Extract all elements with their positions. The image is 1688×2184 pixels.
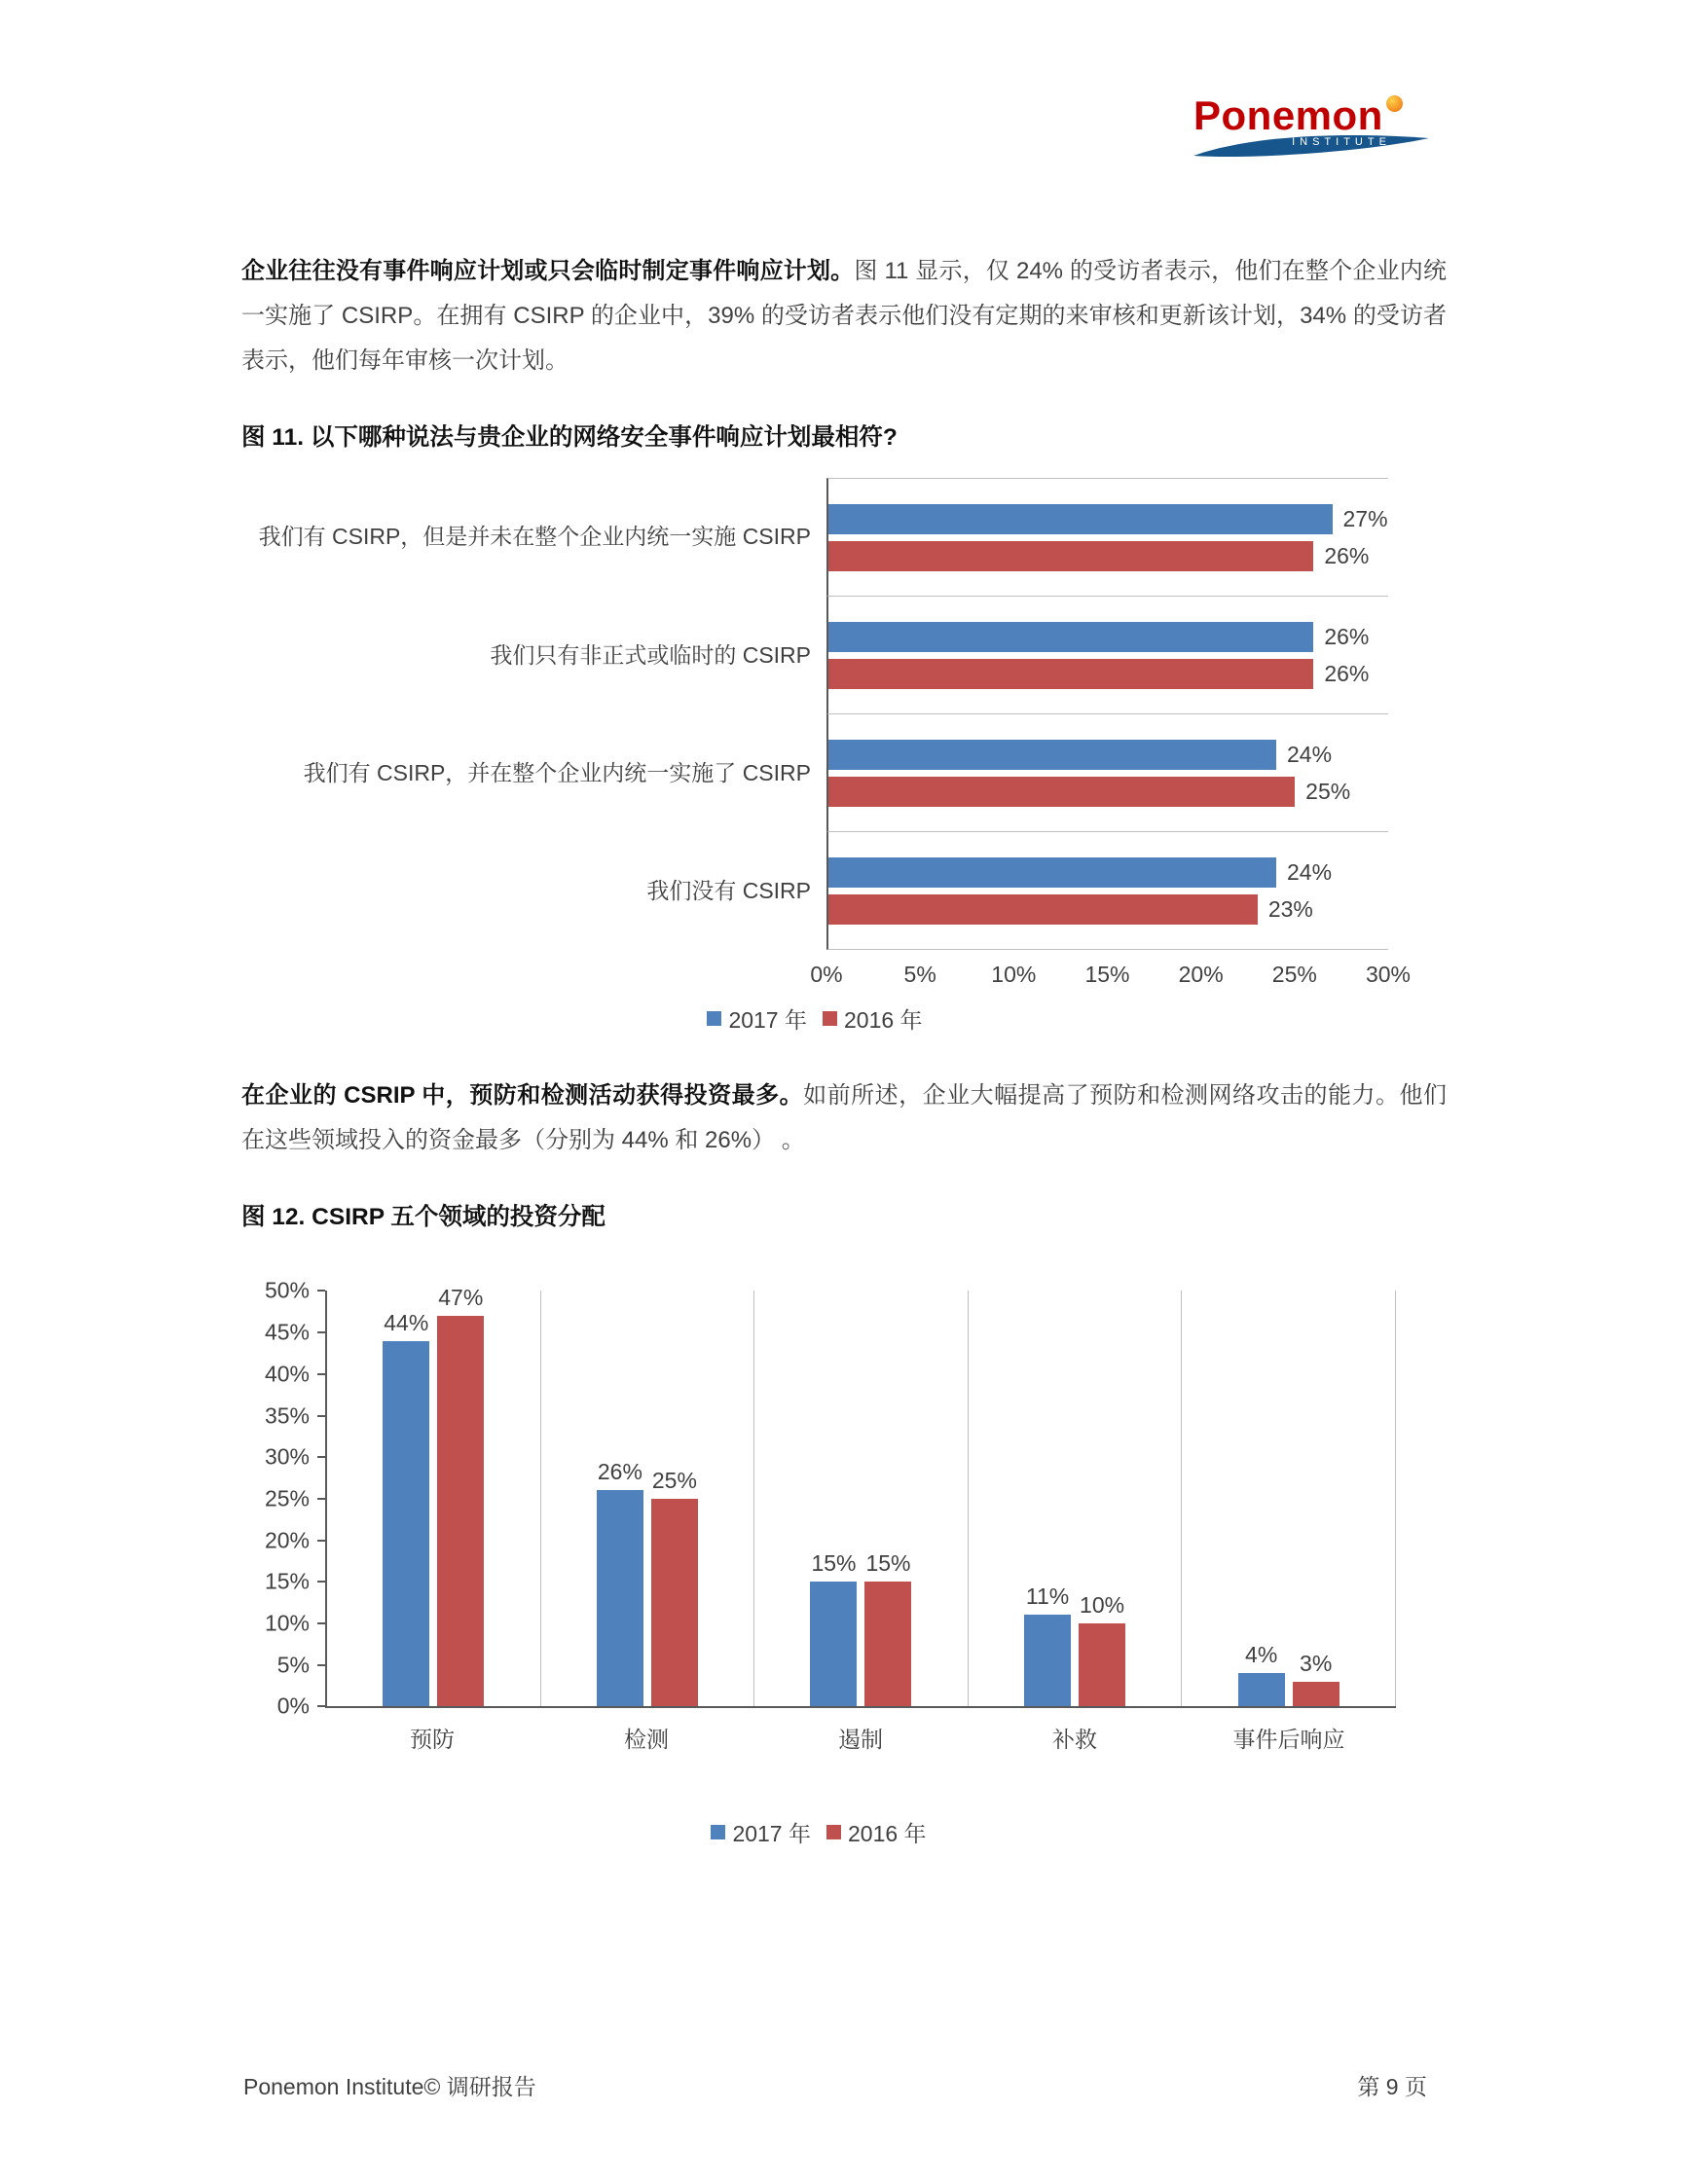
bar-column [810,1291,857,1706]
bar-value-label: 3% [1300,1650,1333,1676]
bar-2016 [437,1316,484,1706]
legend-swatch-icon [707,1011,721,1026]
bar-line [828,740,1388,770]
bar-2017 [828,504,1333,534]
category-label: 补救 [1052,1727,1097,1753]
y-axis-tick-label: 30% [264,1443,310,1470]
paragraph-2-lead: 在企业的 CSRIP 中，预防和检测活动获得投资最多。 [241,1082,804,1110]
bar-value-label: 24% [1287,741,1333,767]
y-axis-tick-mark [317,1498,325,1500]
category-group [327,1285,541,1706]
bar-line [828,777,1388,807]
figure-11-chart [241,478,1412,1035]
x-axis-tick-label: 25% [1271,962,1317,988]
page-footer [243,2069,1427,2101]
figure-11-x-axis [810,950,1412,997]
logo-subtitle: INSTITUTE [1292,136,1391,148]
paragraph-1 [241,249,1447,383]
legend-item [707,1002,807,1035]
bar-column [651,1291,698,1706]
category-label: 我们没有 CSIRP [646,877,811,903]
paragraph-2-body: 如前所述，企业大幅提高了预防和检测网络攻击的能力。他们在这些领域投入的资金最多（分别为 44% 和 26%） 。 [241,1082,1448,1154]
bar-value-label: 26% [1324,542,1370,568]
bar-line [828,857,1388,888]
y-axis-tick-mark [317,1705,325,1707]
legend-item [826,1816,927,1848]
figure-12-x-labels [325,1708,1396,1754]
legend-item [823,1002,923,1035]
category-label: 我们只有非正式或临时的 CSIRP [490,641,811,668]
figure-12-y-axis [241,1277,325,1719]
category-label: 我们有 CSIRP，但是并未在整个企业内统一实施 CSIRP [258,524,811,550]
paragraph-1-body: 图 11 显示，仅 24% 的受访者表示，他们在整个企业内统一实施了 CSIRP。在拥有 CSIRP 的企业中，39% 的受访者表示他们没有定期的来审核和更新该计划，34% 的受访者表示，他们每年审核一次计划。 [241,258,1448,375]
bar-value-label: 27% [1342,505,1388,531]
bar-2016 [828,894,1258,925]
bar-value-label: 10% [1080,1592,1125,1618]
x-axis-tick-label: 5% [903,962,936,988]
ponemon-logo [1193,92,1429,161]
category-group [969,1291,1183,1706]
figure-12-plot [325,1285,1396,1708]
bar-value-label: 15% [811,1550,857,1577]
legend-label: 2017 年 [728,1007,807,1034]
bar-column [864,1291,911,1706]
bar-value-label: 44% [384,1309,429,1335]
bar-value-label: 15% [865,1550,911,1577]
bar-value-label: 11% [1025,1583,1070,1610]
x-axis-tick-label: 0% [810,962,843,988]
bar-2017 [1024,1615,1071,1706]
category-band [826,714,1388,832]
bar-2017 [828,740,1276,770]
bar-column [597,1291,643,1706]
category-group [754,1291,969,1706]
figure-12-x-row [241,1708,1396,1754]
bar-line [828,894,1388,925]
chart-category-row [241,478,1388,597]
chart-category-row [241,714,1388,832]
bar-2016 [651,1499,698,1707]
category-group [1182,1291,1396,1706]
bar-value-label: 4% [1245,1642,1278,1668]
logo-orange-ball-icon [1386,95,1403,112]
bar-column [437,1285,484,1706]
y-axis-tick-mark [317,1581,325,1583]
category-group [541,1291,755,1706]
legend-label: 2016 年 [844,1007,923,1034]
y-axis-tick-mark [317,1540,325,1542]
x-axis-tick-label: 20% [1178,962,1224,988]
bar-line [828,541,1388,571]
bar-line [828,659,1388,689]
y-axis-tick-mark [317,1415,325,1417]
bar-2016 [828,541,1313,571]
category-band [826,478,1388,597]
legend-swatch-icon [826,1825,841,1839]
bar-value-label: 47% [438,1285,484,1311]
bar-2017 [828,622,1313,652]
footer-left-text: Ponemon Institute© 调研报告 [243,2074,536,2099]
bar-column [1024,1291,1071,1706]
category-label: 我们有 CSIRP，并在整个企业内统一实施了 CSIRP [303,759,811,785]
x-axis-tick-label: 15% [1084,962,1130,988]
y-axis-tick-label: 15% [264,1568,310,1594]
category-label: 事件后响应 [1232,1727,1345,1753]
figure-11-x-axis-row [241,950,1412,997]
bar-2016 [864,1582,911,1706]
x-axis-tick-label: 30% [1365,962,1412,988]
figure-12-title: 图 12. CSIRP 五个领域的投资分配 [241,1204,605,1231]
x-axis-tick-label: 10% [991,962,1037,988]
legend-swatch-icon [711,1825,725,1839]
figure-12-chart [241,1277,1396,1848]
y-axis-tick-label: 40% [264,1361,310,1387]
bar-2016 [828,659,1313,689]
bar-2017 [597,1490,643,1706]
bar-2017 [383,1341,429,1707]
paragraph-2 [241,1074,1447,1163]
footer-page-number: 第 9 页 [1357,2074,1427,2099]
category-band [826,832,1388,950]
y-axis-tick-label: 50% [264,1277,310,1303]
bar-value-label: 26% [597,1459,642,1485]
bar-value-label: 25% [651,1467,697,1493]
y-axis-tick-label: 0% [276,1693,310,1719]
legend-label: 2017 年 [732,1821,811,1847]
y-axis-tick-mark [317,1456,325,1458]
legend-item [711,1816,811,1848]
x-axis-spacer [241,950,811,997]
y-axis-tick-label: 10% [264,1610,310,1636]
bar-2017 [810,1582,857,1706]
bar-value-label: 23% [1267,895,1313,922]
bar-2017 [1238,1673,1285,1706]
y-axis-tick-label: 20% [264,1527,310,1553]
bar-line [828,504,1388,534]
y-axis-tick-label: 45% [264,1319,310,1345]
bar-column [1293,1291,1339,1706]
y-axis-tick-label: 35% [264,1402,310,1428]
bar-value-label: 24% [1287,858,1333,885]
y-axis-tick-label: 5% [276,1652,310,1678]
category-label: 遏制 [838,1727,883,1753]
category-band [826,597,1388,714]
bar-2016 [828,777,1295,807]
bar-column [1079,1291,1125,1706]
bar-value-label: 25% [1305,778,1351,804]
figure-12-legend [241,1816,1396,1848]
figure-12-body [241,1277,1396,1719]
bar-2016 [1293,1682,1339,1707]
y-axis-tick-mark [317,1622,325,1624]
y-axis-tick-mark [317,1373,325,1375]
bar-value-label: 26% [1324,623,1370,649]
figure-11-title: 图 11. 以下哪种说法与贵企业的网络安全事件响应计划最相符? [241,424,898,452]
bar-column [1238,1291,1285,1706]
y-axis-tick-label: 25% [264,1485,310,1511]
y-axis-tick-mark [317,1664,325,1666]
bar-2016 [1079,1623,1125,1706]
legend-swatch-icon [823,1011,837,1026]
y-axis-tick-mark [317,1331,325,1333]
paragraph-1-lead: 企业往往没有事件响应计划或只会临时制定事件响应计划。 [241,258,855,284]
bar-column [383,1291,429,1706]
figure-11-rows [241,478,1388,950]
bar-2017 [828,857,1276,888]
bar-line [828,622,1388,652]
figure-11-legend [241,1002,1388,1035]
logo-brand-text: Ponemon [1193,92,1383,138]
chart-category-row [241,597,1388,714]
bar-value-label: 26% [1324,660,1370,686]
y-axis-tick-mark [317,1290,325,1292]
legend-label: 2016 年 [848,1821,927,1847]
category-label: 检测 [624,1727,669,1753]
category-label: 预防 [410,1727,455,1753]
chart-category-row [241,832,1388,950]
